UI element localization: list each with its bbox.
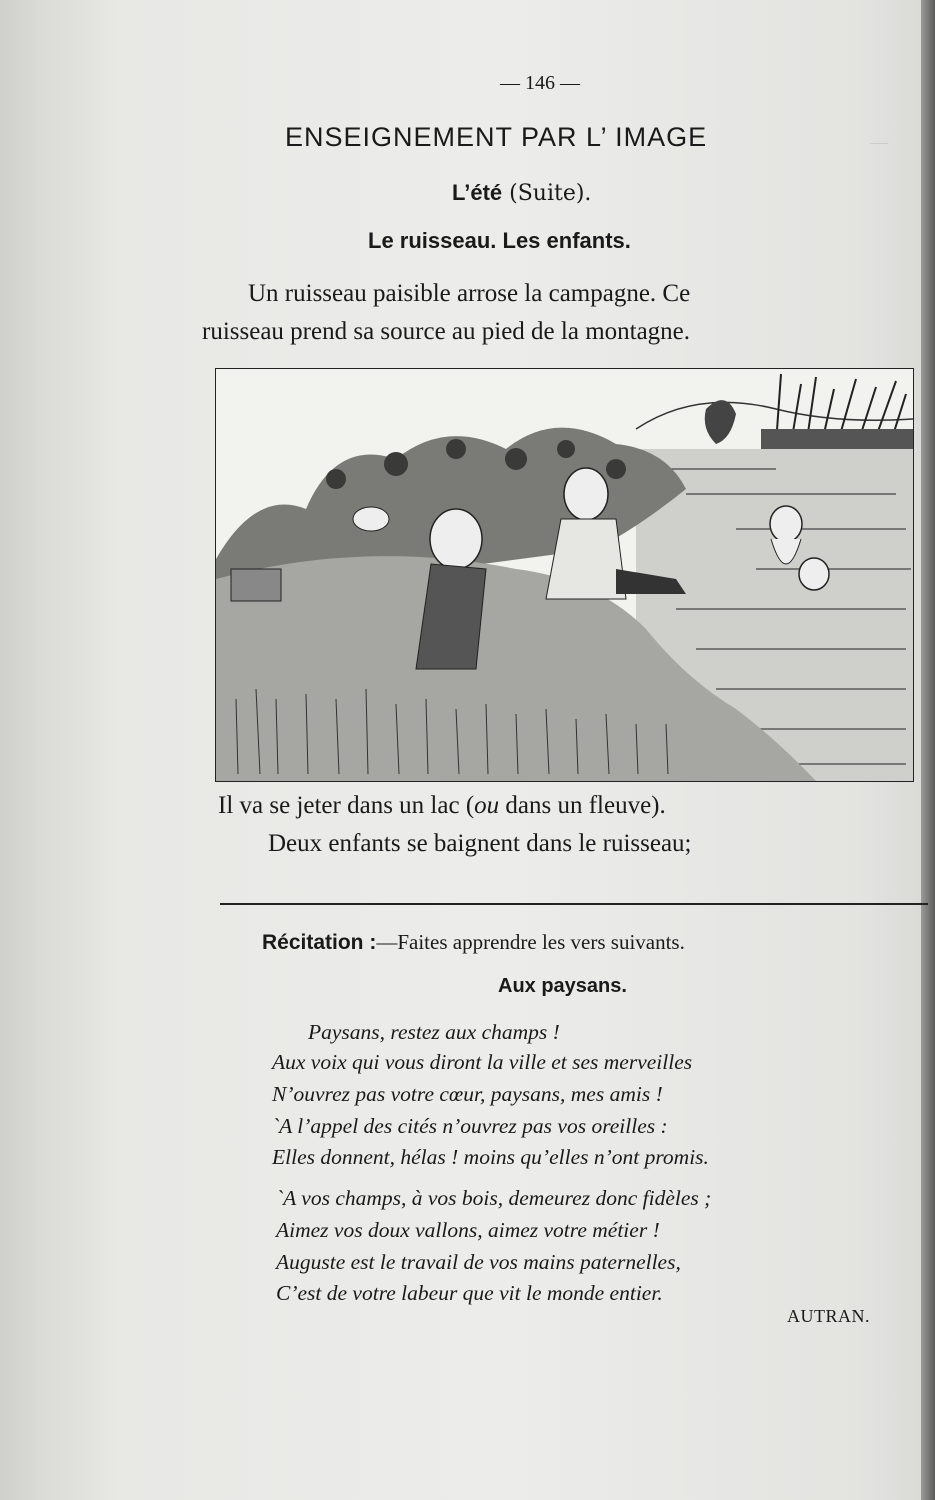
poem-title: Aux paysans. [498,975,627,997]
page-number: — 146 — [500,72,580,94]
paragraph-line-2: ruisseau prend sa source au pied de la montagne. [202,318,691,345]
subheading-rest: (Suite). [502,181,592,206]
line3-before: Il va se jeter dans un lac ( [218,792,475,819]
section-title: Le ruisseau. Les enfants. [368,228,631,253]
poem-line: C’est de votre labeur que vit le monde entier. [276,1281,663,1305]
line3-after: dans un fleuve). [499,792,666,819]
bleed-through-texture: — [870,132,888,152]
page-edge [921,0,935,1500]
poem-line: Elles donnent, hélas ! moins qu’elles n’ont promis. [272,1145,709,1169]
poem-line: N’ouvrez pas votre cœur, paysans, mes amis ! [272,1082,663,1106]
poem-author: AUTRAN. [787,1306,870,1326]
poem-line: `A l’appel des cités n’ouvrez pas vos oreilles : [272,1114,668,1138]
poem-line: `A vos champs, à vos bois, demeurez donc fidèles ; [276,1186,712,1210]
subheading-bold: L’été [452,180,503,205]
paragraph-line-3 [218,792,666,820]
divider-rule [220,903,928,905]
page-heading: ENSEIGNEMENT PAR L’ IMAGE [285,122,708,152]
line3-italic: ou [474,792,500,819]
recitation-instruction [262,930,685,955]
poem-line: Aux voix qui vous diront la ville et ses merveilles [272,1050,693,1074]
illustration [215,368,914,782]
poem-line: Paysans, restez aux champs ! [308,1020,560,1044]
children-bathing-stream-engraving-icon [216,369,913,781]
poem-line: Aimez vos doux vallons, aimez votre métier ! [276,1218,660,1242]
recitation-label: Récitation : [262,931,377,954]
recitation-text: —Faites apprendre les vers suivants. [376,930,685,954]
subheading [452,180,591,206]
paragraph-line-1: Un ruisseau paisible arrose la campagne. Ce [248,280,691,307]
paragraph-line-4: Deux enfants se baignent dans le ruisseau; [268,830,692,857]
poem-line: Auguste est le travail de vos mains paternelles, [276,1250,681,1274]
